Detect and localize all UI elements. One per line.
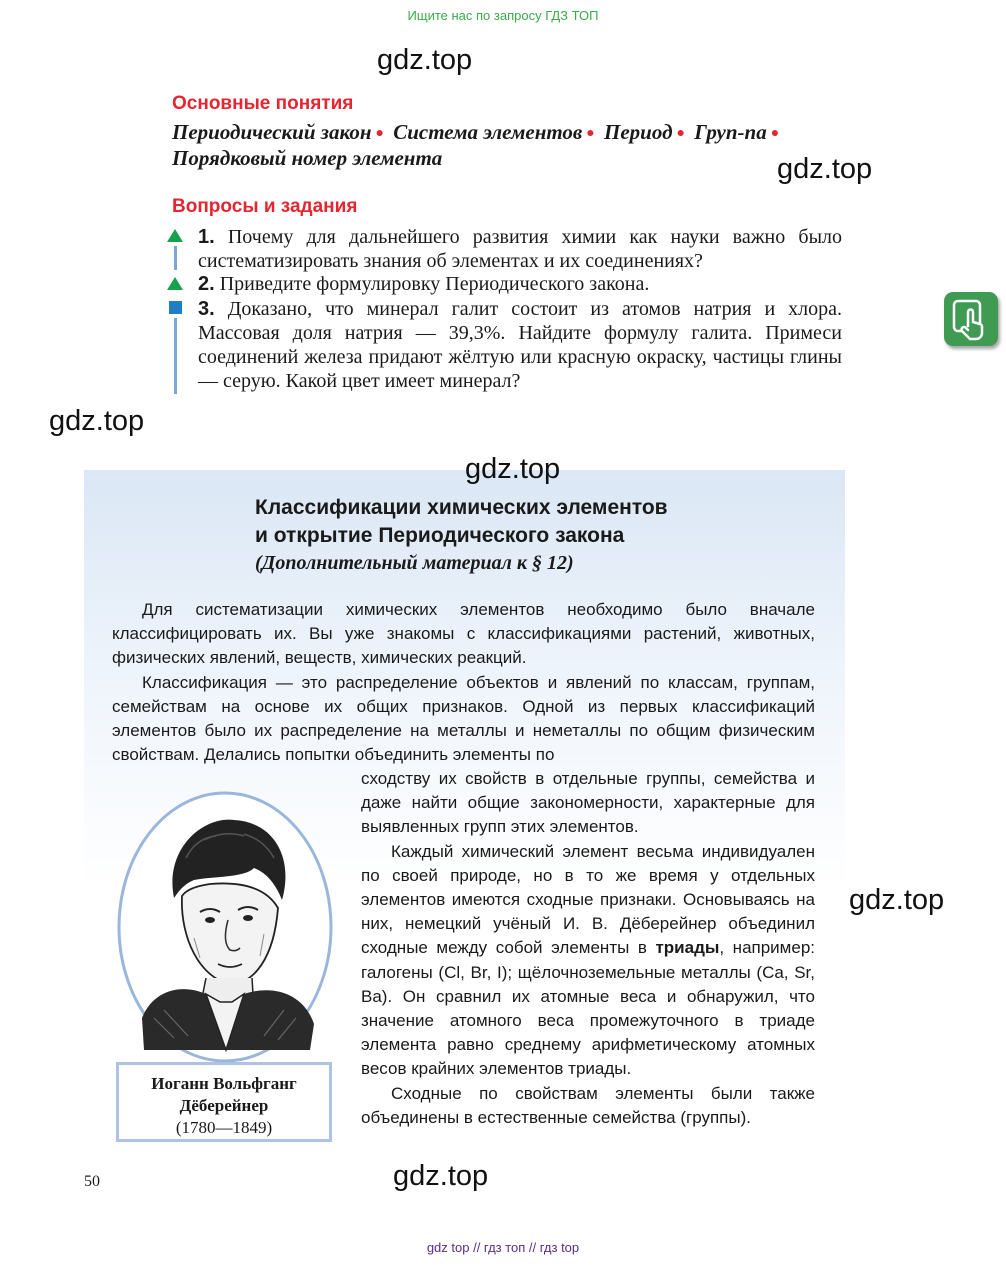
question-item: 3. Доказано, что минерал галит состоит из атомов натрия и хлора. Массовая доля натрия — 39,3%. Найдите формулу галита. Примеси соединений железа придают жёлтую или красную окраску, частицы глины — серую. Какой цвет имеет минерал? — [198, 298, 843, 392]
concept-item: Порядковый номер элемента — [172, 146, 443, 170]
portrait-engraving — [114, 788, 336, 1066]
concept-item: Период — [604, 120, 673, 144]
question-item: 2. Приведите формулировку Периодического закона. — [198, 273, 650, 295]
bottom-watermark-links[interactable]: gdz top // гдз топ // гдз top — [426, 1240, 580, 1255]
watermark: gdz.top — [49, 405, 145, 437]
concept-item: Груп-па — [694, 120, 767, 144]
watermark: gdz.top — [777, 153, 873, 185]
watermark: gdz.top — [849, 884, 945, 916]
caption-name-line: Иоганн Вольфганг — [151, 1074, 297, 1093]
concept-item: Периодический закон — [172, 120, 372, 144]
question-item: 1. Почему для дальнейшего развития химии как науки важно было систематизировать знания об элементах и их соединениях? — [198, 226, 843, 272]
watermark: gdz.top — [465, 453, 561, 485]
section-subtitle: (Дополнительный материал к § 12) — [255, 552, 574, 574]
page-number: 50 — [84, 1173, 100, 1190]
section-text-column: сходству их свойств в отдельные группы, семейства и даже найти общие закономерности, характерные для выявленных групп этих элементов. Каждый химический элемент весьма индивидуален по своей природе, но в то же время у отдельных элементов имеются сходные признаки. Основываясь на них, немецкий учёный И. В. Дёберейнер объединил сходные между собой элементы в триады, например: галогены (Cl, Br, I); щёлочноземельные металлы (Ca, Sr, Ba). Он сравнил их атомные веса и обнаружил, что значение атомного веса промежуточного в триаде элемента равно среднему арифметическому атомных весов крайних элементов триады. Сходные по свойствам элементы были также объединены в естественные семейства (группы). — [361, 769, 816, 1127]
concepts-heading: Основные понятия — [172, 93, 354, 114]
watermark: gdz.top — [377, 44, 473, 76]
questions-heading: Вопросы и задания — [172, 196, 358, 217]
caption-name-line: Дёберейнер — [179, 1096, 269, 1115]
marker-line — [174, 246, 177, 270]
section-title: Классификации химических элементов и открытие Периодического закона — [255, 496, 668, 547]
concepts-list: Периодический закон ● Система элементов ● Период ● Груп-па ● Порядковый номер элемента — [172, 120, 780, 170]
basic-level-triangle-icon — [167, 277, 183, 290]
basic-level-triangle-icon — [167, 229, 183, 242]
portrait-caption — [116, 1062, 332, 1142]
concept-item: Система элементов — [393, 120, 583, 144]
watermark: gdz.top — [393, 1160, 489, 1192]
hand-tap-icon[interactable] — [944, 292, 998, 346]
top-watermark-note: Ищите нас по запросу ГДЗ ТОП — [407, 8, 599, 23]
marker-line — [174, 318, 177, 394]
advanced-level-square-icon — [169, 301, 182, 314]
caption-years: (1780—1849) — [175, 1118, 273, 1137]
section-text-top: Для систематизации химических элементов необходимо было вначале классифицировать их. Вы уже знакомы с классификациями растений, животных, физических явлений, веществ, химических реакций. Классификация — это распределение объектов и явлений по классам, группам, семействам на основе их общих признаков. Одной из первых классификаций элементов было их распределение на металлы и неметаллы по общим физическим свойствам. Делались попытки объединить элементы по — [112, 600, 815, 765]
